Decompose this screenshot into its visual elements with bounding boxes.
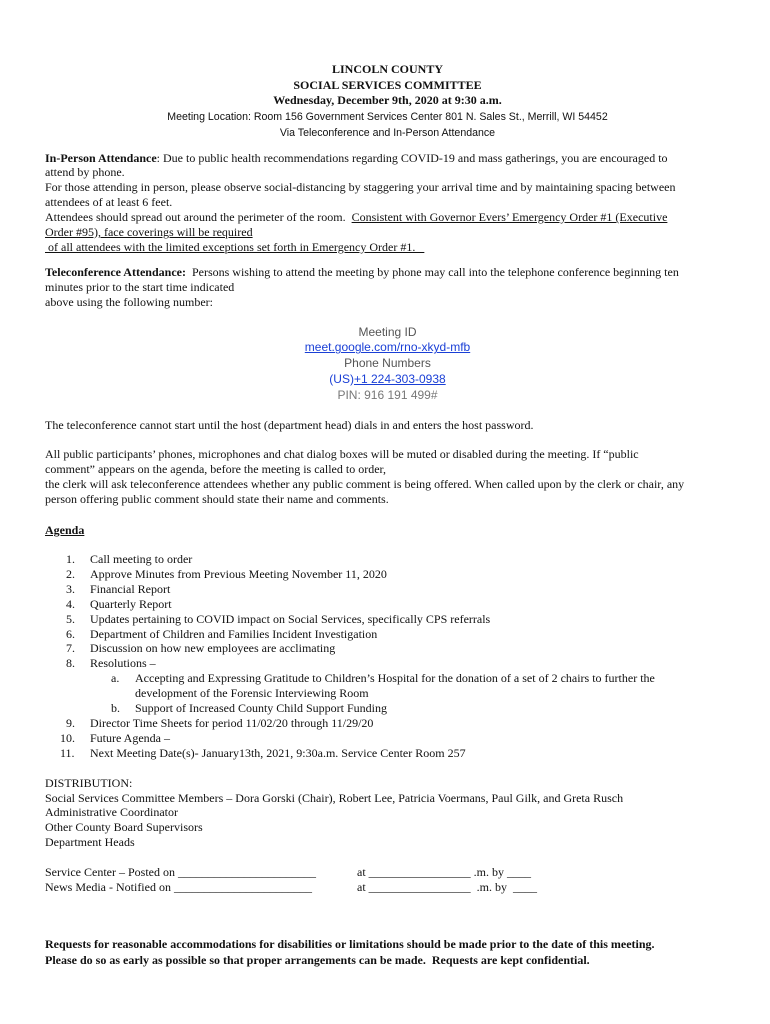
distribution-line: Other County Board Supervisors — [45, 820, 203, 835]
teleconference-text: above using the following number: — [45, 294, 213, 309]
public-note-text: comment” appears on the agenda, before the meeting is called to order, — [45, 462, 387, 477]
in-person-text: attend by phone. — [45, 165, 125, 180]
distribution-line: Department Heads — [45, 835, 135, 850]
public-note-text: person offering public comment should state their name and comments. — [45, 492, 389, 507]
agenda-subitem-continued: development of the Forensic Interviewing Room — [135, 686, 369, 701]
in-person-label: In-Person Attendance — [45, 150, 157, 165]
agenda-item: 1. Call meeting to order — [66, 551, 193, 566]
teleconference-section — [45, 265, 730, 310]
emergency-order-text: Consistent with Governor Evers’ Emergency Order #1 (Executive — [351, 210, 668, 225]
agenda-subitem: b. Support of Increased County Child Support Funding — [111, 701, 387, 716]
distribution-line: Administrative Coordinator — [45, 805, 178, 820]
in-person-text: : Due to public health recommendations regarding COVID-19 and mass gatherings, you are encouraged to — [156, 150, 668, 165]
agenda-item: 5. Updates pertaining to COVID impact on Social Services, specifically CPS referrals — [66, 611, 491, 626]
county-title: LINCOLN COUNTY — [331, 62, 443, 76]
host-note: The teleconference cannot start until the host (department head) dials in and enters the host password. — [45, 417, 534, 432]
meeting-link[interactable]: meet.google.com/rno-xkyd-mfb — [304, 340, 471, 355]
teleconference-text: minutes prior to the start time indicated — [45, 279, 235, 294]
meeting-location: Meeting Location: Room 156 Government Services Center 801 N. Sales St., Merrill, WI 54452 — [167, 110, 608, 123]
agenda-subitem: a. Accepting and Expressing Gratitude to Children’s Hospital for the donation of a set of 2 chairs to further the — [111, 671, 655, 686]
teleconference-label: Teleconference Attendance: — [45, 264, 186, 279]
agenda-item: 7. Discussion on how new employees are acclimating — [66, 641, 336, 656]
posting-row — [45, 865, 730, 880]
meeting-info-block — [45, 325, 730, 404]
agenda-item: 10. Future Agenda – — [60, 730, 170, 745]
meeting-mode: Via Teleconference and In-Person Attendance — [279, 126, 496, 139]
phone-link[interactable]: +1 224-303-0938 — [353, 371, 446, 386]
distribution-title: DISTRIBUTION: — [45, 775, 133, 790]
footer-line: Please do so as early as possible so that proper arrangements can be made. Requests are kept confidential. — [45, 952, 590, 967]
posted-by-field: at _________________ .m. by ____ — [357, 865, 531, 880]
distribution-section — [45, 776, 730, 851]
posted-on-field: Service Center – Posted on _______________________ — [45, 865, 316, 880]
footer-line: Requests for reasonable accommodations for disabilities or limitations should be made prior to the date of this meeting. — [45, 937, 655, 952]
in-person-text: For those attending in person, please observe social-distancing by staggering your arrival time and by maintaining spacing between — [45, 180, 676, 195]
notified-by-field: at _________________ .m. by ____ — [357, 880, 537, 895]
meeting-date: Wednesday, December 9th, 2020 at 9:30 a.m. — [273, 93, 502, 107]
posting-section — [45, 865, 730, 895]
distribution-line: Social Services Committee Members – Dora Gorski (Chair), Robert Lee, Patricia Voermans, Paul Gilk, and Greta Rusch — [45, 790, 624, 805]
accommodation-notice — [45, 937, 730, 968]
public-note-text: All public participants’ phones, microphones and chat dialog boxes will be muted or disabled during the meeting. If “public — [45, 447, 639, 462]
committee-title: SOCIAL SERVICES COMMITTEE — [293, 77, 482, 92]
agenda-title: Agenda — [45, 523, 85, 538]
agenda-list — [45, 552, 730, 761]
agenda-item: 9. Director Time Sheets for period 11/02/20 through 11/29/20 — [66, 715, 374, 730]
emergency-order-text: Order #95), face coverings will be required — [45, 225, 253, 240]
public-note-text: the clerk will ask teleconference attendees whether any public comment is being offered. When called upon by the clerk or chair, any — [45, 477, 685, 492]
agenda-item: 11. Next Meeting Date(s)- January13th, 2021, 9:30a.m. Service Center Room 257 — [60, 745, 466, 760]
document-page — [45, 62, 730, 968]
in-person-text: Attendees should spread out around the perimeter of the room. — [45, 210, 352, 225]
phone-numbers-label: Phone Numbers — [344, 356, 431, 371]
in-person-text: attendees of at least 6 feet. — [45, 195, 173, 210]
public-comment-section — [45, 447, 730, 507]
in-person-section — [45, 151, 730, 255]
meeting-pin: PIN: 916 191 499# — [337, 387, 438, 402]
phone-prefix: (US) — [329, 371, 354, 386]
teleconference-text: Persons wishing to attend the meeting by phone may call into the telephone conference beginning ten — [185, 264, 679, 279]
agenda-item: 8. Resolutions – — [66, 656, 156, 671]
meeting-id-label: Meeting ID — [358, 324, 417, 339]
emergency-order-text: of all attendees with the limited exceptions set forth in Emergency Order #1. — [45, 239, 425, 254]
agenda-item: 6. Department of Children and Families Incident Investigation — [66, 626, 378, 641]
notified-on-field: News Media - Notified on _______________________ — [45, 880, 312, 895]
agenda-item: 3. Financial Report — [66, 581, 171, 596]
posting-row — [45, 880, 730, 895]
agenda-item: 4. Quarterly Report — [66, 596, 172, 611]
agenda-item: 2. Approve Minutes from Previous Meeting November 11, 2020 — [66, 566, 387, 581]
